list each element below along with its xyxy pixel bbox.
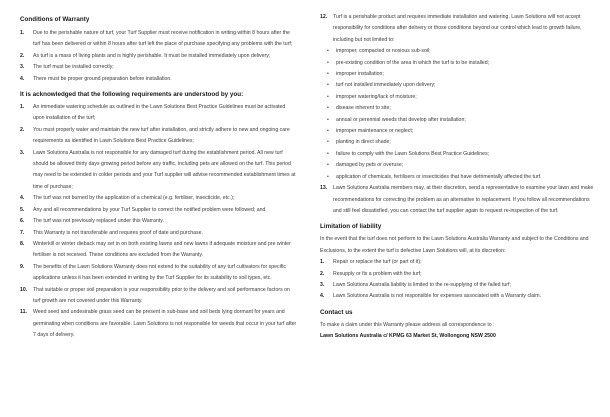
list-item <box>320 115 596 126</box>
item-text: As turf is a mass of living plants and is highly perishable. It must be installed immediately upon delivery; <box>33 52 271 59</box>
item-text: There must be proper ground preparation before installation. <box>33 75 172 82</box>
item-text: Any and all recommendations by your Turf Supplier to correct the notified problem were followed; and <box>33 206 266 213</box>
requirement-item-13 <box>320 183 596 217</box>
bullet-text: pre-existing condition of the area in which the turf is to be installed; <box>336 59 490 66</box>
list-item <box>320 149 596 160</box>
item-text: Weed seed and undesirable grass seed can be present in sub-base and soil beds lying dormant for years and germinating when conditions are favorable. Lawn Solutions is not responsible for weeds that occur in your turf after 7 days of delivery. <box>33 309 297 339</box>
item-number: 1. <box>320 259 325 266</box>
conditions-heading: Conditions of Warranty <box>20 16 90 23</box>
bullet-text: improper maintenance or neglect; <box>336 128 414 135</box>
liability-item <box>320 269 596 280</box>
item-text: Turf is a perishable product and requires immediate installation and watering. Lawn Solutions will not accept responsibility for conditions after delivery or those conditions beyond our control which lead to growth failure, including but not limited to: <box>333 14 582 43</box>
bullet-text: improper installation; <box>336 71 384 78</box>
exclusions-list <box>320 46 596 183</box>
item-number: 7. <box>20 229 25 236</box>
item-number: 9. <box>20 263 25 270</box>
bullet-icon <box>320 160 336 171</box>
requirement-item-12 <box>320 12 596 46</box>
item-text: Lawn Solutions Australia is not responsible for any damaged turf during the establishment period. All new turf should be allowed thirty days growing period before any traffic, including pets are allowed on the turf. This period may need to be extended in colder periods and your Turf supplier will advise recommended establishment times at time of purchase; <box>33 149 296 190</box>
item-number: 4. <box>20 195 25 202</box>
item-text: The turf was not burned by the application of a chemical (e.g. fertiliser, insecticide, etc.); <box>33 195 235 202</box>
bullet-icon <box>320 172 336 183</box>
item-text: You must properly water and maintain the new turf after installation, and strictly adhere to new and ongoing care requirements as identified in Lawn Solutions Best Practice Guidelines; <box>33 126 290 145</box>
liability-item <box>320 280 596 291</box>
list-item <box>320 58 596 69</box>
bullet-icon <box>320 92 336 103</box>
requirement-item <box>20 205 298 216</box>
liability-item <box>320 291 596 302</box>
list-item <box>320 80 596 91</box>
requirement-item <box>20 193 298 204</box>
item-text: The turf must be installed correctly; <box>33 64 114 71</box>
requirements-list <box>20 102 298 342</box>
conditions-item <box>20 28 298 51</box>
liability-item <box>320 257 596 268</box>
item-text: Winterkill or winter dieback may set in on both existing lawns and new lawns if adequate moisture and pre winter fertiliser is not received. These conditions are excluded from the Warranty. <box>33 240 291 259</box>
item-number: 1. <box>20 30 25 36</box>
item-number: 1. <box>20 104 25 111</box>
item-body <box>333 12 596 46</box>
item-number: 4. <box>320 293 325 300</box>
conditions-list <box>20 28 298 85</box>
item-number: 2. <box>320 270 325 277</box>
bullet-text: annual or perennial weeds that develop after installation; <box>336 116 466 123</box>
requirement-item <box>20 148 298 194</box>
list-item <box>320 137 596 148</box>
contact-address: Lawn Solutions Australia c/ KPMG 63 Market St, Wollongong NSW 2500 <box>320 333 496 340</box>
item-number: 10. <box>20 286 28 293</box>
liability-heading: Limitation of liability <box>320 223 382 231</box>
contact-heading: Contact us <box>320 308 353 316</box>
contact-text: To make a claim under this Warranty please address all correspondence to : <box>320 321 495 328</box>
bullet-icon <box>320 137 336 148</box>
bullet-icon <box>320 103 336 114</box>
item-number: 12. <box>320 14 328 20</box>
item-number: 2. <box>20 126 25 133</box>
requirement-item <box>20 285 298 308</box>
item-text: Resupply or fix a problem with the turf; <box>333 270 422 277</box>
liability-list <box>320 257 596 303</box>
item-text: Lawn Solutions Australia liability is limited to the re-supplying of the failed turf; <box>333 281 511 288</box>
item-number: 5. <box>20 206 25 213</box>
item-number: 3. <box>20 64 25 71</box>
list-item <box>320 172 596 183</box>
item-number: 4. <box>20 75 25 82</box>
conditions-item <box>20 62 298 73</box>
item-text: That suitable or proper soil preparation is your responsibility prior to the delivery and soil performance factors on turf growth are not covered under this Warranty. <box>33 286 290 304</box>
list-item <box>320 69 596 80</box>
list-item <box>320 46 596 57</box>
bullet-icon <box>320 58 336 69</box>
requirement-item <box>20 102 298 125</box>
item-text: The turf was not previously replaced under this Warranty. <box>33 218 164 225</box>
requirement-item <box>20 262 298 285</box>
item-number: 13. <box>320 185 328 192</box>
item-text: Lawn Solutions Australia members may, at their discretion, send a representative to examine your lawn and make recommendations for correcting the problem as an alternative to replacement. If you follow all recommendations and still feel dissatisfied, you can contact the turf supplier again to request re-inspection of the turf. <box>333 185 594 214</box>
item-text: The benefits of the Lawn Solutions Warranty does not extend to the suitability of any turf cultivators for specific applications unless it has been extended in writing by the Turf Supplier for its suitability to soil types, etc. <box>33 263 286 282</box>
bullet-icon <box>320 115 336 126</box>
item-number: 3. <box>320 281 325 288</box>
item-text: Due to the perishable nature of turf, your Turf Supplier must receive notification in writing within 8 hours after the turf has been delivered or within 8 hours after turf left the place of purchase specifying any problems with the turf; <box>33 30 293 48</box>
right-column <box>320 12 596 343</box>
conditions-item <box>20 74 298 85</box>
list-item <box>320 126 596 137</box>
conditions-item <box>20 51 298 62</box>
item-number: 2. <box>20 52 25 59</box>
list-item <box>320 92 596 103</box>
bullet-icon <box>320 149 336 160</box>
requirement-item <box>20 307 298 341</box>
requirement-item <box>20 239 298 262</box>
requirements-heading: It is acknowledged that the following requirements are understood by you: <box>20 91 244 99</box>
item-number: 11. <box>20 309 27 316</box>
item-number: 6. <box>20 218 25 225</box>
requirement-item <box>20 216 298 227</box>
liability-intro: In the event that the turf does not perform to the Lawn Solutions Australia Warranty and subject to the Conditions and Exclusions, to the extent the turf is defective Lawn Solutions will, at its discretion: <box>320 236 589 254</box>
requirement-item <box>20 125 298 148</box>
bullet-icon <box>320 80 336 91</box>
item-number: 3. <box>20 149 25 156</box>
bullet-text: planting in direct shade; <box>336 139 391 146</box>
item-text: An immediate watering schedule as outlined in the Lawn Solutions Best Practice Guidelines must be activated upon installation of the turf; <box>33 104 286 122</box>
list-item <box>320 103 596 114</box>
bullet-text: disease inherent to site; <box>336 105 391 112</box>
item-text: This Warranty is not transferable and requires proof of date and purchase. <box>33 229 203 236</box>
item-text: Lawn Solutions Australia is not responsible for expenses associated with a Warranty claim. <box>333 293 541 300</box>
bullet-text: application of chemicals, fertilisers or insecticides that have detrimentally affected the turf. <box>336 173 542 180</box>
bullet-text: failure to comply with the Lawn Solutions Best Practice Guidelines; <box>336 150 490 157</box>
item-number: 8. <box>20 240 25 247</box>
requirement-item <box>20 228 298 239</box>
bullet-text: improper, compacted or noxious sub-soil; <box>336 48 431 55</box>
bullet-text: improper watering/lack of moisture; <box>336 93 417 100</box>
bullet-text: damaged by pets or overuse; <box>336 162 404 169</box>
left-column <box>20 12 298 342</box>
list-item <box>320 160 596 171</box>
bullet-icon <box>320 126 336 137</box>
bullet-text: turf not installed immediately upon delivery; <box>336 82 436 89</box>
bullet-icon <box>320 69 336 80</box>
bullet-icon <box>320 46 336 57</box>
item-text: Repair or replace the turf (or part of it); <box>333 259 422 266</box>
